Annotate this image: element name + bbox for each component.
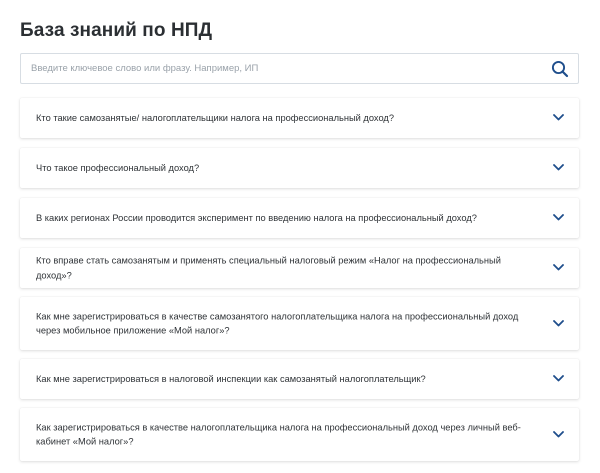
faq-question: Как мне зарегистрироваться в налоговой инспекции как самозанятый налогоплательщик?: [36, 373, 426, 384]
faq-question: Что такое профессиональный доход?: [36, 162, 200, 173]
faq-question: Как зарегистрироваться в качестве налогоплательщика налога на профессиональный доход через личный веб-кабинет «Мой налог»?: [36, 422, 521, 447]
search-input[interactable]: [31, 54, 541, 83]
faq-item[interactable]: [20, 359, 579, 399]
search-icon: [550, 59, 570, 79]
faq-question: Кто вправе стать самозанятым и применять специальный налоговый режим «Налог на профессиональный доход»?: [36, 255, 501, 280]
faq-question: В каких регионах России проводится эксперимент по введению налога на профессиональный доход?: [36, 212, 477, 223]
page-title: База знаний по НПД: [20, 20, 213, 41]
chevron-down-icon: [553, 264, 564, 271]
chevron-down-icon: [553, 214, 564, 221]
search-box: [20, 53, 579, 84]
faq-item[interactable]: [20, 148, 579, 188]
faq-item[interactable]: [20, 98, 579, 138]
faq-item[interactable]: [20, 408, 579, 461]
faq-question: Кто такие самозанятые/ налогоплательщики налога на профессиональный доход?: [36, 112, 395, 123]
search-button[interactable]: [550, 59, 570, 79]
faq-item[interactable]: [20, 297, 579, 350]
faq-item[interactable]: [20, 248, 579, 288]
chevron-down-icon: [553, 431, 564, 438]
chevron-down-icon: [553, 375, 564, 382]
chevron-down-icon: [553, 164, 564, 171]
faq-question: Как мне зарегистрироваться в качестве самозанятого налогоплательщика налога на профессиональный доход через мобильное приложение «Мой налог»?: [36, 311, 519, 336]
chevron-down-icon: [553, 114, 564, 121]
chevron-down-icon: [553, 320, 564, 327]
faq-item[interactable]: [20, 198, 579, 238]
